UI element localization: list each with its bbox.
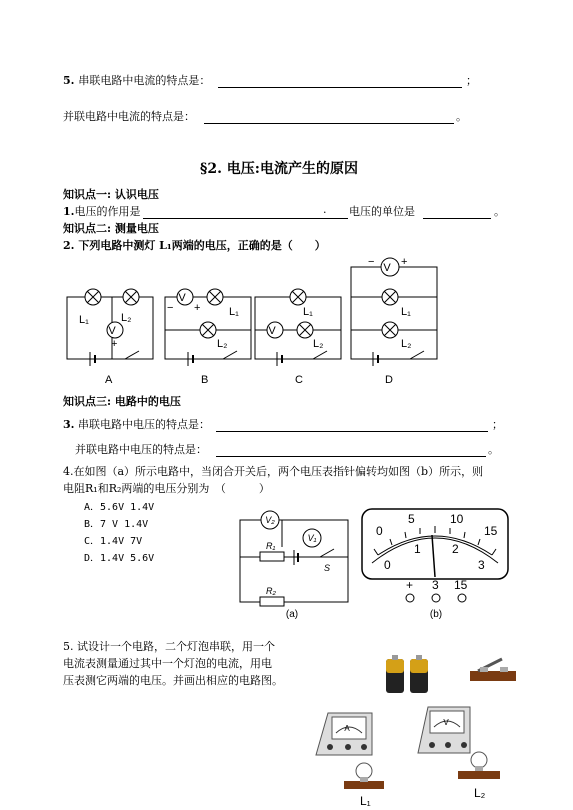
lamp-d-l1: L₁ [401,306,411,318]
terminal-15: 15 [454,578,468,592]
circuit-label-a: A [105,374,113,386]
fig-a-s: S [324,563,331,573]
lamp-d-l2: L₂ [401,338,412,350]
fig-a-v1: V₁ [307,533,317,543]
plus-d: + [401,256,408,268]
q4-figure-b [358,505,513,620]
q4-option-c[interactable]: C．1.4V 7V [84,536,143,547]
kp1-line: 1.电压的作用是 [63,205,141,218]
scale-top-5: 5 [408,512,415,526]
lamp-label-l2: L₂ [474,786,486,800]
q5-series-end: ； [466,74,477,87]
q3-series: 3. 串联电路中电压的特点是： [63,418,210,431]
q4-line2: 电阻R₁和R₂两端的电压分别为 （ ） [63,482,270,495]
kp1-heading: 知识点一: 认识电压 [63,188,159,201]
svg-text:A: A [344,724,350,733]
scale-top-10: 10 [450,512,464,526]
voltmeter-c-glyph: V [268,325,276,337]
circuit-label-c: C [295,374,303,386]
q5-components [302,645,522,810]
q2-text: 2. 下列电路中测灯 L₁两端的电压，正确的是（ ） [63,239,326,252]
svg-text:V: V [443,718,449,727]
circuit-label-d: D [385,374,393,386]
q3-series-end: ； [492,418,503,431]
voltmeter-d-glyph: V [383,262,391,274]
q5-parallel-end: 。 [456,110,467,123]
kp1-function-blank[interactable] [143,208,348,219]
terminal-15-icon [458,594,466,602]
lamp-a-l2: L₂ [121,312,132,324]
q4-line1: 4.在如图（a）所示电路中，当闭合开关后，两个电压表指针偏转均如图（b）所示，则 [63,465,484,478]
lamp-c-l1: L₁ [303,306,313,318]
terminal-plus-icon [406,594,414,602]
switch-icon [470,659,516,681]
q5-parallel-label: 并联电路中电流的特点是： [63,110,195,123]
voltmeter-b-glyph: V [178,292,186,304]
scale-top-0: 0 [376,524,383,538]
q4-option-a[interactable]: A．5.6V 1.4V [84,502,155,513]
lamp-l1-icon [344,763,384,789]
q3-series-blank[interactable] [216,421,488,432]
terminal-plus: + [406,578,414,592]
kp1-unit-label: 电压的单位是 [349,205,415,218]
scale-bottom-2: 2 [452,542,459,556]
q3-parallel-label: 并联电路中电压的特点是： [75,443,207,456]
kp1-unit-blank[interactable] [423,208,491,219]
q5-design-line3: 压表测它两端的电压。并画出相应的电路图。 [63,674,283,687]
q5-design-line1: 5. 试设计一个电路，二个灯泡串联，用一个 [63,640,275,653]
scale-bottom-1: 1 [414,542,421,556]
voltmeter-a-glyph: V [108,325,116,337]
section-title: §2. 电压:电流产生的原因 [200,161,358,177]
kp1-end: 。 [494,205,505,218]
fig-a-r1: R₁ [266,541,276,551]
plus-a: + [111,338,118,350]
q5-top-series: 5. 串联电路中电流的特点是： [63,74,211,87]
q3-parallel-blank[interactable] [216,446,486,457]
battery-icon [386,655,428,693]
ammeter-icon [316,713,372,755]
q4-option-b[interactable]: B．7 V 1.4V [84,519,149,530]
lamp-a-l1: L₁ [79,314,89,326]
q4-figure-a [232,505,357,620]
q2-circuits-figure [55,255,450,390]
fig-a-v2: V₂ [265,515,275,525]
fig-b-caption: (b) [429,609,443,620]
lamp-c-l2: L₂ [313,338,324,350]
terminal-3-icon [432,594,440,602]
lamp-label-l1: L₁ [360,794,371,808]
q5-series-blank[interactable] [218,77,462,88]
minus-d: − [368,256,375,268]
scale-bottom-3: 3 [478,558,485,572]
circuit-label-b: B [201,374,209,386]
kp3-heading: 知识点三: 电路中的电压 [63,395,181,408]
plus-b: + [194,302,201,314]
fig-a-caption: (a) [285,609,299,620]
minus-b: − [167,302,174,314]
q5-design-line2: 电流表测量通过其中一个灯泡的电流，用电 [63,657,272,670]
voltmeter-icon [418,707,470,753]
q5-parallel-blank[interactable] [204,113,454,124]
scale-bottom-0: 0 [384,558,391,572]
kp2-heading: 知识点二: 测量电压 [63,222,159,235]
q4-option-d[interactable]: D．1.4V 5.6V [84,553,155,564]
lamp-b-l1: L₁ [229,306,239,318]
fig-a-r2: R₂ [266,586,276,596]
q3-parallel-end: 。 [488,443,499,456]
lamp-l2-icon [458,752,500,779]
circuit-d [351,258,437,366]
lamp-b-l2: L₂ [217,338,228,350]
kp1-dot: . [323,203,327,216]
terminal-3: 3 [432,578,439,592]
scale-top-15: 15 [484,524,498,538]
